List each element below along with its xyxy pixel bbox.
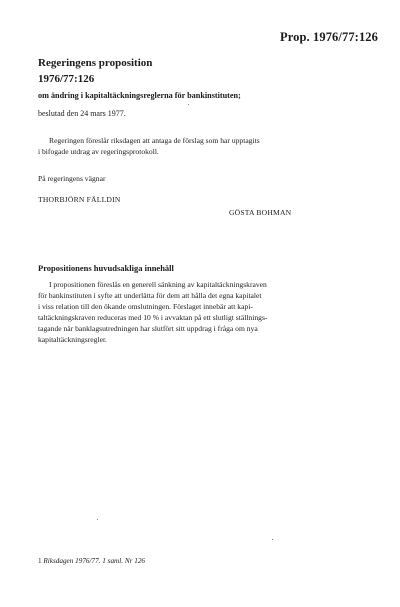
document-number: 1976/77:126	[38, 73, 95, 85]
summary-heading: Propositionens huvudsakliga innehåll	[38, 263, 174, 273]
intro-line: i bifogade utdrag av regeringsprotokoll.	[38, 147, 159, 156]
print-speck	[272, 539, 273, 540]
summary-line: i viss relation till den ökande omslutningen. Förslaget innebär att kapi-	[38, 302, 253, 311]
print-speck	[188, 104, 189, 105]
summary-paragraph	[38, 279, 360, 345]
footer-page-number: 1	[38, 557, 42, 565]
intro-paragraph	[38, 135, 358, 157]
summary-line: tagande när banklagsutredningen har slutfört sitt uppdrag i fråga om nya	[38, 324, 258, 333]
summary-line: kapitaltäckningsregler.	[38, 335, 107, 344]
footer-source-text: Riksdagen 1976/77. 1 saml. Nr 126	[43, 557, 146, 565]
document-subject: om ändring i kapitaltäckningsreglerna för bankinstituten;	[38, 91, 241, 100]
on-behalf-line: På regeringens vägnar	[38, 174, 106, 183]
proposition-reference: Prop. 1976/77:126	[280, 30, 378, 44]
print-speck	[97, 519, 98, 520]
summary-line: I propositionen föreslås en generell sänkning av kapitaltäckningskraven	[49, 280, 267, 289]
summary-line: för bankinstituten i syfte att underlätta för dem att hålla det egna kapitalet	[38, 291, 262, 300]
document-type: Regeringens proposition	[38, 57, 153, 69]
decision-date: beslutad den 24 mars 1977.	[38, 109, 126, 118]
signature-prime-minister: THORBJÖRN FÄLLDIN	[38, 195, 121, 204]
intro-line: Regeringen föreslår riksdagen att antaga de förslag som har upptagits	[49, 136, 260, 145]
footer-source	[38, 557, 145, 565]
summary-line: taltäckningskraven reduceras med 10 % i avvaktan på ett slutligt ställnings-	[38, 313, 268, 322]
signature-minister: GÖSTA BOHMAN	[229, 208, 292, 217]
